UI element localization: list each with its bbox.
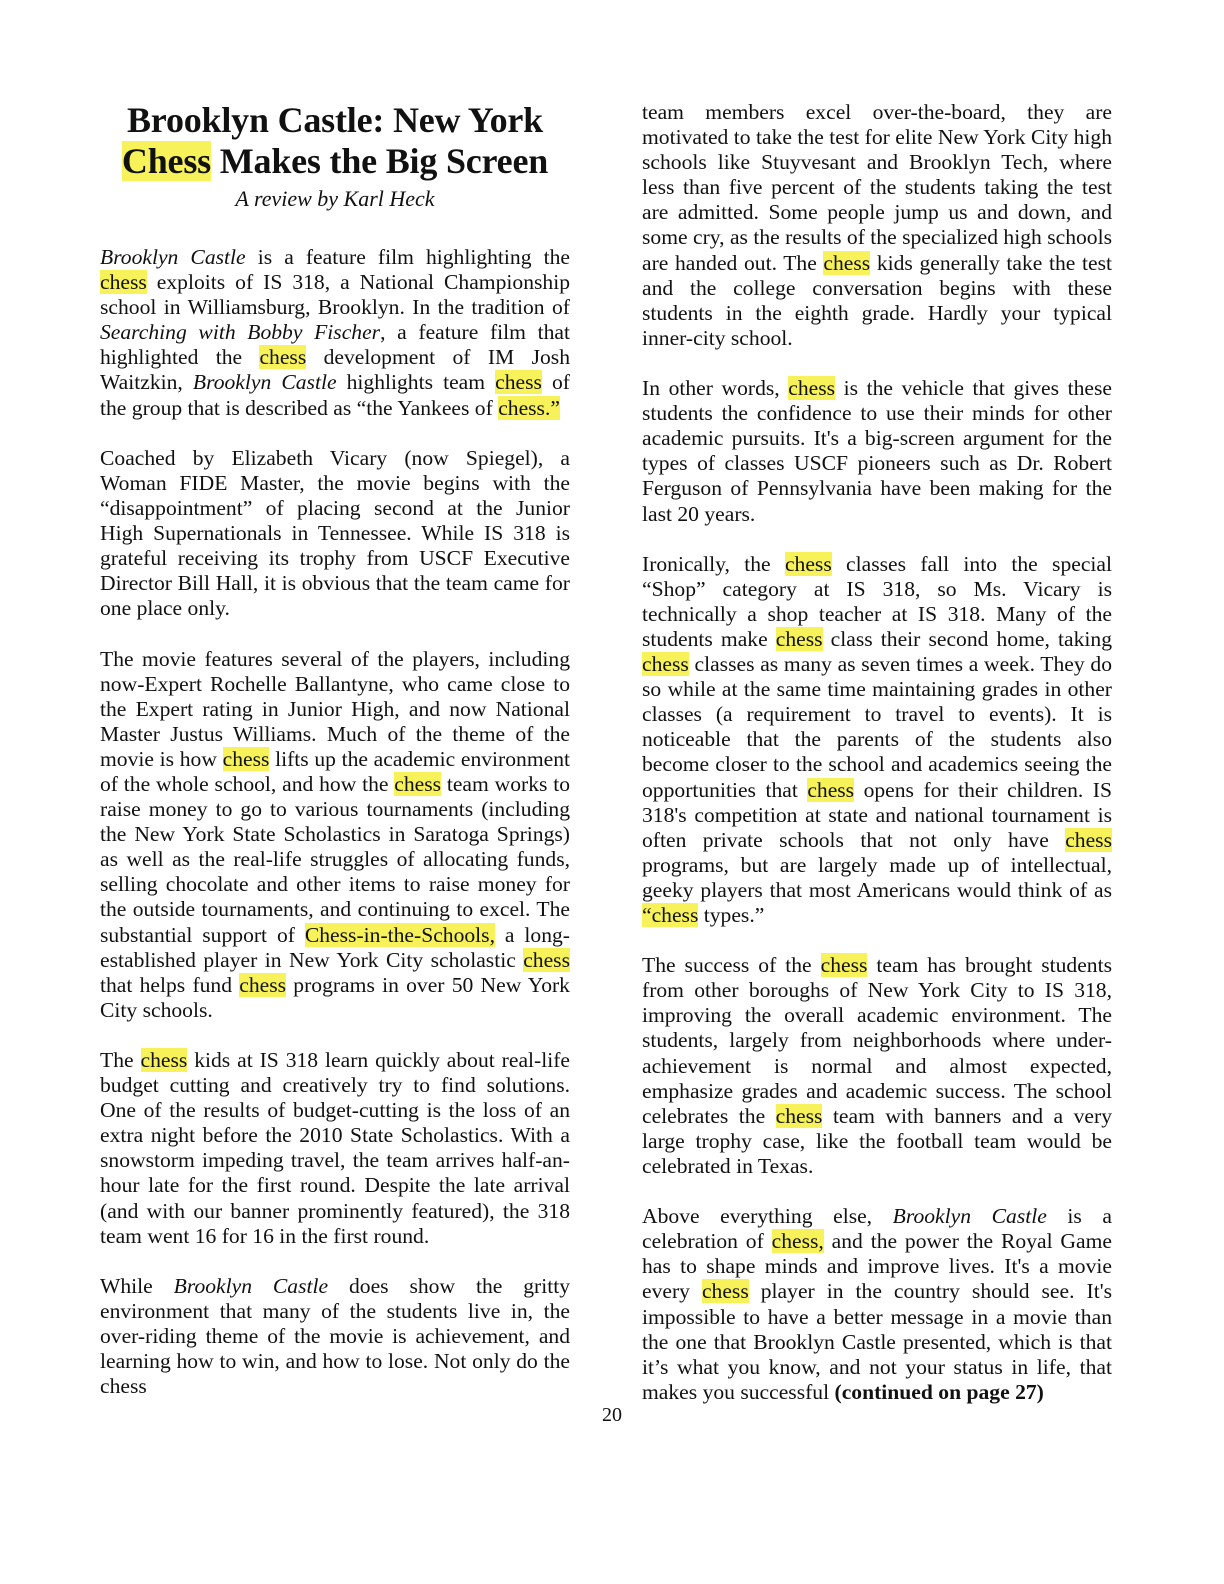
highlighted-term: “chess	[642, 903, 699, 927]
highlighted-term: chess	[140, 1048, 188, 1072]
italic-title: Brooklyn Castle	[892, 1204, 1047, 1229]
highlighted-term: chess	[1065, 827, 1112, 852]
text-run: programs in over 50 New York City schools.	[100, 972, 570, 1022]
highlighted-term: chess	[642, 652, 689, 677]
paragraph	[642, 953, 1112, 1179]
highlighted-term: chess.”	[498, 395, 560, 420]
text-run: lifts up the academic environment of the whole school, and how the	[100, 746, 570, 796]
text-run: chess	[100, 1374, 147, 1399]
highlighted-term: chess	[222, 746, 270, 771]
paragraph	[642, 1204, 1112, 1405]
text-run: The movie features several of the players, including now-Expert Rochelle Ballantyne, who came close to the Expert rating in Junior High, and now National Master Justus Williams. Much of the theme of the movie is how	[100, 646, 570, 771]
highlighted-term: chess	[239, 972, 287, 997]
left-column-body	[100, 245, 570, 1399]
highlighted-term: chess	[820, 953, 868, 978]
paragraph	[100, 446, 570, 622]
text-run: opens for their children. IS 318's competition at state and national tournament is often private schools that not only have	[642, 777, 1112, 852]
paragraph	[100, 245, 570, 421]
highlighted-term: chess	[775, 1103, 823, 1128]
text-run: Above everything else,	[642, 1204, 893, 1229]
text-run: is the vehicle that gives these students the confidence to use their minds for other academic pursuits. It's a big-screen argument for the types of classes USCF pioneers such as Dr. Robert Ferguson of Pennsylvania have been making for the last 20 years.	[642, 376, 1112, 526]
paragraph-continued	[642, 100, 1112, 351]
text-run: In other words,	[642, 376, 789, 401]
title-line-2: Makes the Big Screen	[210, 141, 549, 181]
paragraph	[100, 647, 570, 1023]
title-highlight-word: Chess	[121, 141, 211, 181]
highlighted-term: chess	[784, 551, 832, 576]
text-run: kids generally take the test and the college conversation begins with these students in the eighth grade. Hardly your typical inner-city school.	[642, 250, 1112, 350]
italic-title: Brooklyn Castle	[100, 245, 246, 269]
page-number: 20	[602, 1404, 622, 1426]
paragraph	[100, 1274, 570, 1399]
right-column	[642, 100, 1112, 1430]
text-run: of the group that is described as “the Yankees of	[100, 370, 570, 420]
text-run: team members excel over-the-board, they are motivated to take the test for elite New York City high schools like Stuyvesant and Brooklyn Tech, where less than five percent of the students taking the test are admitted. Some people jump us and down, and some cry, as the results of the specialized high schools are handed out. The	[642, 100, 1112, 275]
text-run: Coached by Elizabeth Vicary (now Spiegel), a Woman FIDE Master, the movie begins with the “disappointment” of placing second at the Junior High Supernationals in Tennessee. While IS 318 is grateful receiving its trophy from USCF Executive Director Bill Hall, it is obvious that the team came for one place only.	[100, 445, 570, 621]
text-run: that helps fund	[100, 972, 240, 997]
text-run: development of IM Josh Waitzkin,	[100, 345, 570, 395]
italic-title: Brooklyn Castle	[192, 370, 337, 395]
highlighted-term: chess	[823, 250, 871, 275]
highlighted-term: chess	[495, 370, 542, 395]
text-run: team has brought students from other boroughs of New York City to IS 318, improving the overall academic environment. The students, largely from neighborhoods where under-achievement is normal and almost expected, emphasize grades and academic success. The school celebrates the	[642, 953, 1112, 1128]
highlighted-term: chess	[523, 947, 570, 972]
text-run: is a feature film highlighting the	[245, 245, 570, 269]
text-run: does show the gritty environment that many of the students live in, the over-riding theme of the movie is achievement, and learning how to win, and how to lose. Not only do the	[100, 1273, 570, 1374]
highlighted-term: chess,	[771, 1229, 824, 1254]
text-run: classes fall into the special “Shop” category at IS 318, so Ms. Vicary is technically a shop teacher at IS 318. Many of the students make	[642, 551, 1112, 651]
text-run: a long-established player in New York City scholastic	[100, 922, 570, 972]
highlighted-term: chess	[775, 626, 823, 651]
article-title	[100, 100, 570, 182]
left-column	[100, 100, 570, 1424]
text-run: programs, but are largely made up of intellectual, geeky players that most Americans would think of as	[642, 852, 1112, 902]
text-run: The success of the	[642, 953, 821, 978]
text-run: , a feature film that highlighted the	[100, 320, 571, 370]
highlighted-term: chess	[259, 345, 307, 370]
italic-title: Brooklyn Castle	[173, 1273, 329, 1298]
text-run: player in the country should see. It's impossible to have a better message in a movie than the one that Brooklyn Castle presented, which is that it’s what you know, and not your status in life, that makes you successful	[642, 1279, 1112, 1404]
highlighted-term: chess	[701, 1279, 749, 1304]
highlighted-term: Chess-in-the-Schools,	[304, 922, 495, 947]
continued-note: (continued on page 27)	[834, 1379, 1044, 1404]
title-line-1: Brooklyn Castle: New York	[127, 100, 543, 140]
paragraph	[642, 552, 1112, 928]
highlighted-term: chess	[788, 376, 836, 401]
text-run: team with banners and a very large trophy case, like the football team would be celebrated in Texas.	[642, 1103, 1112, 1178]
text-run: classes as many as seven times a week. They do so while at the same time maintaining grades in other classes (a requirement to travel to events). It is noticeable that the parents of the students also become closer to the school and academics seeing the opportunities that	[642, 652, 1112, 802]
text-run: highlights team	[336, 370, 496, 395]
text-run: While	[100, 1273, 174, 1298]
text-run: types.”	[698, 903, 765, 927]
article-byline: A review by Karl Heck	[235, 186, 435, 211]
text-run: Ironically, the	[642, 551, 785, 576]
text-run: and the power the Royal Game has to shape minds and improve lives. It's a movie every	[642, 1229, 1112, 1304]
highlighted-term: chess	[100, 270, 147, 295]
paragraph	[100, 1048, 570, 1249]
italic-title: Searching with Bobby Fischer	[100, 320, 381, 345]
highlighted-term: chess	[394, 771, 442, 796]
highlighted-term: chess	[807, 777, 855, 802]
text-run: team works to raise money to go to various tournaments (including the New York State Scholastics in Saratoga Springs) as well as the real-life struggles of allocating funds, selling chocolate and other items to raise money for the outside tournaments, and continuing to excel. The substantial support of	[100, 771, 570, 947]
text-run: class their second home, taking	[822, 626, 1112, 651]
text-run: is a celebration of	[642, 1204, 1112, 1254]
text-run: kids at IS 318 learn quickly about real-life budget cutting and creatively try to find solutions. One of the results of budget-cutting is the loss of an extra night before the 2010 State Scholastics. With a snowstorm impeding travel, the team arrives half-an-hour late for the first round. Despite the late arrival (and with our banner prominently featured), the 318 team went 16 for 16 in the first round.	[100, 1048, 570, 1248]
text-run: exploits of IS 318, a National Championship school in Williamsburg, Brooklyn. In the tradition of	[100, 270, 570, 320]
text-run: The	[100, 1048, 141, 1072]
paragraph	[642, 376, 1112, 527]
